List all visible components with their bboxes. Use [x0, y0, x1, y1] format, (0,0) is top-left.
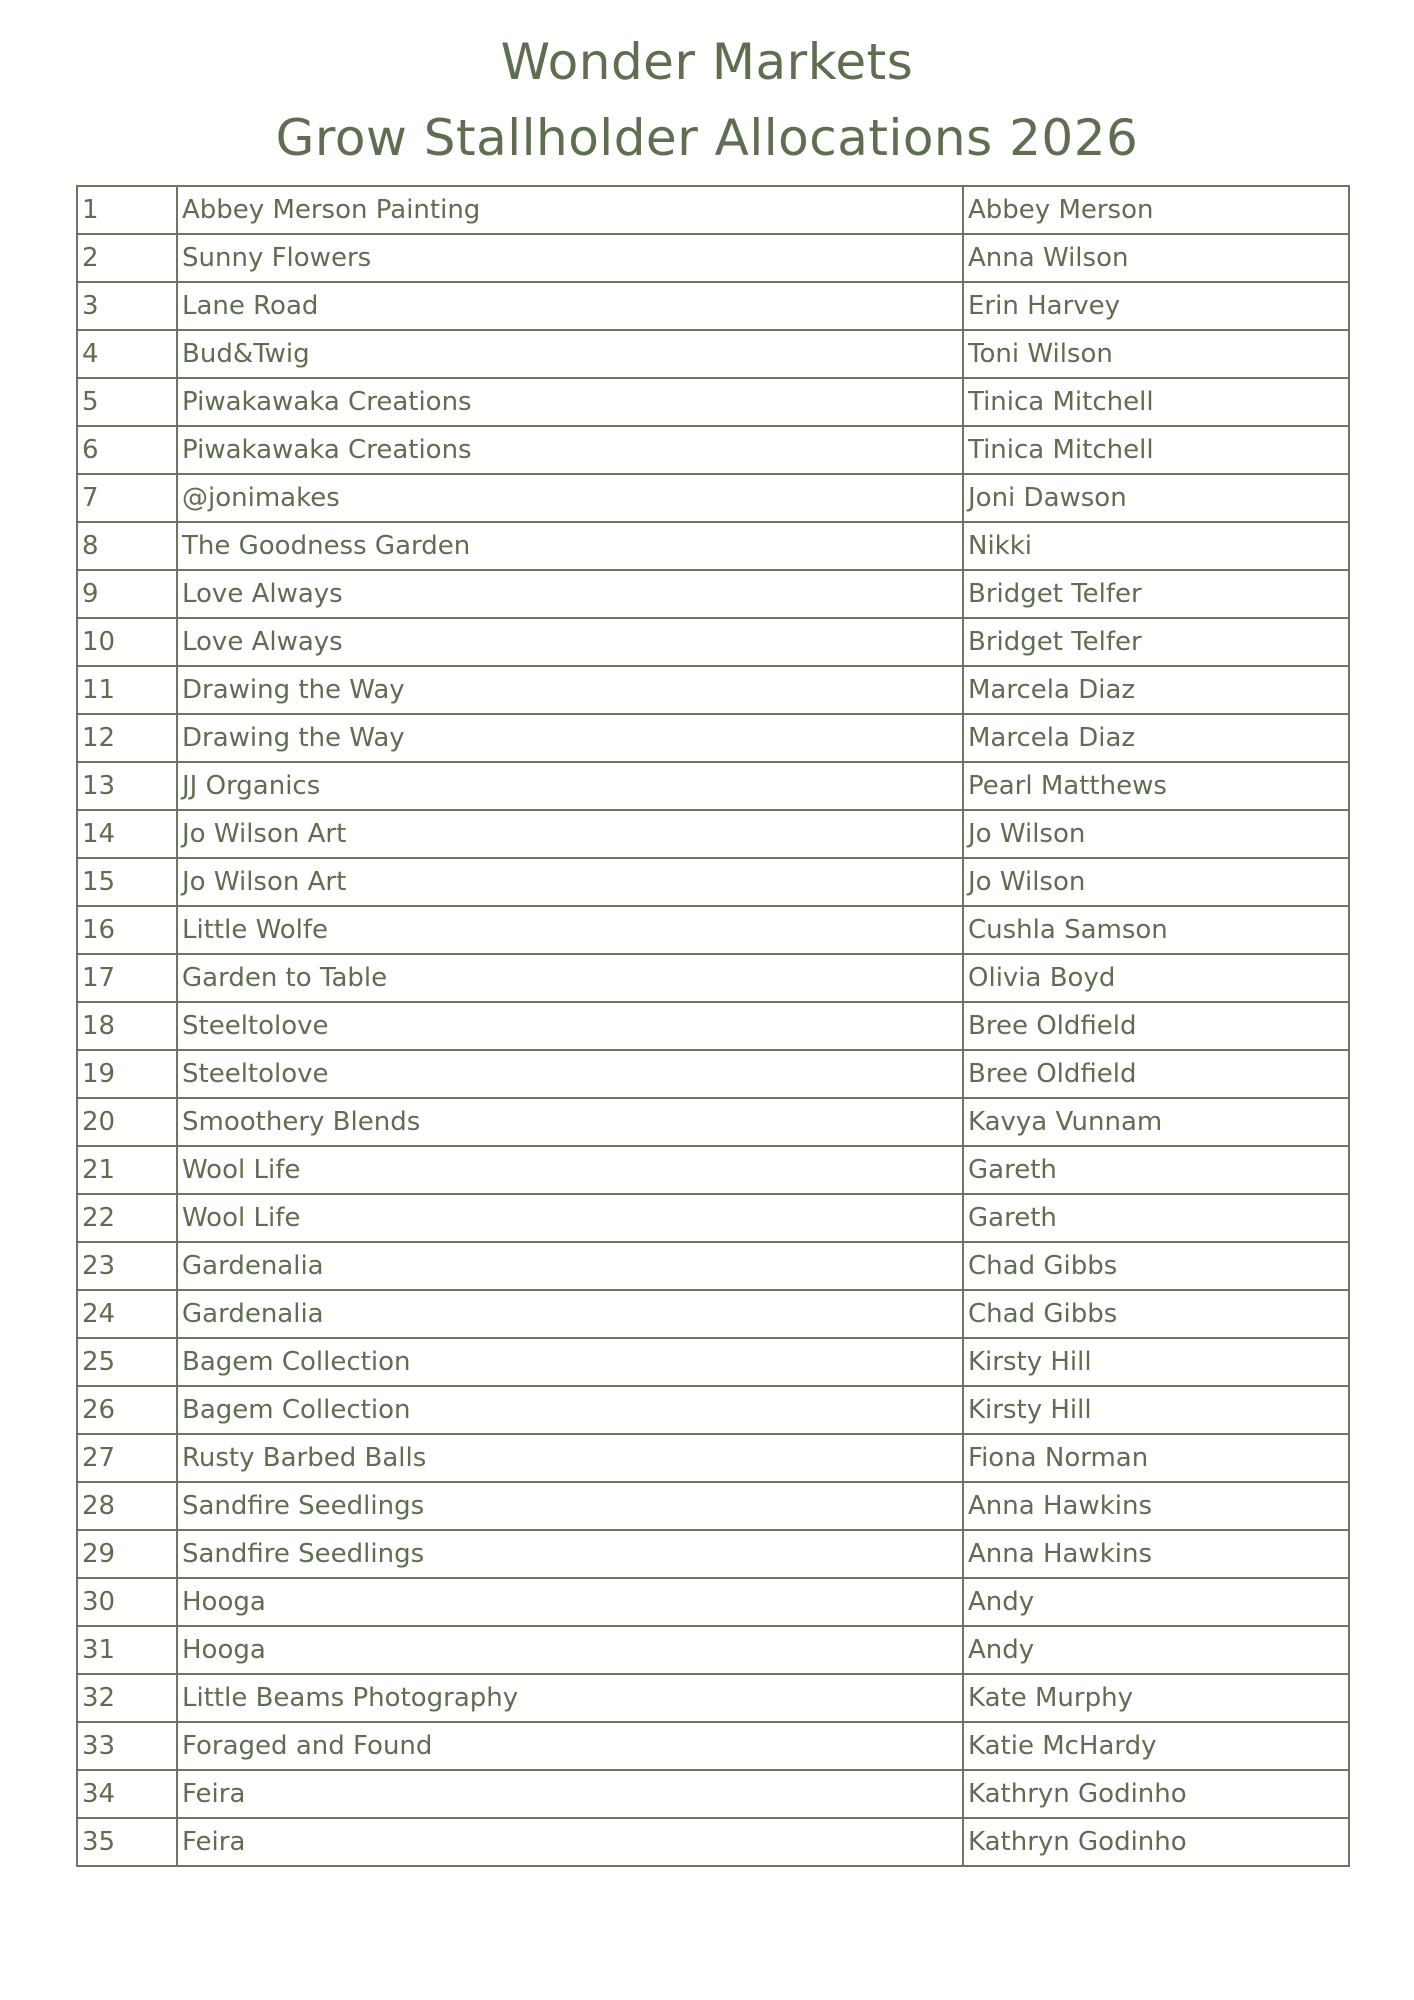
- table-row: [77, 1242, 1349, 1290]
- stall-name-cell: Wool Life: [177, 1194, 963, 1242]
- stallholder-name-cell: Katie McHardy: [963, 1722, 1349, 1770]
- stall-number-cell: 21: [77, 1146, 177, 1194]
- stallholder-name-cell: Olivia Boyd: [963, 954, 1349, 1002]
- stall-number-cell: 27: [77, 1434, 177, 1482]
- table-row: [77, 1146, 1349, 1194]
- stall-number-cell: 24: [77, 1290, 177, 1338]
- stallholder-name-cell: Anna Wilson: [963, 234, 1349, 282]
- table-row: [77, 1098, 1349, 1146]
- stall-number-cell: 33: [77, 1722, 177, 1770]
- stall-number-cell: 26: [77, 1386, 177, 1434]
- stall-name-cell: Bagem Collection: [177, 1386, 963, 1434]
- table-row: [77, 906, 1349, 954]
- stall-name-cell: Drawing the Way: [177, 714, 963, 762]
- stall-name-cell: Bagem Collection: [177, 1338, 963, 1386]
- stall-number-cell: 16: [77, 906, 177, 954]
- stallholder-name-cell: Anna Hawkins: [963, 1482, 1349, 1530]
- table-row: [77, 1770, 1349, 1818]
- table-row: [77, 1290, 1349, 1338]
- stall-name-cell: Gardenalia: [177, 1242, 963, 1290]
- stall-name-cell: Rusty Barbed Balls: [177, 1434, 963, 1482]
- stall-number-cell: 13: [77, 762, 177, 810]
- stall-number-cell: 35: [77, 1818, 177, 1866]
- stall-number-cell: 28: [77, 1482, 177, 1530]
- stall-number-cell: 9: [77, 570, 177, 618]
- stall-name-cell: Smoothery Blends: [177, 1098, 963, 1146]
- table-row: [77, 522, 1349, 570]
- stallholder-name-cell: Kathryn Godinho: [963, 1818, 1349, 1866]
- stallholder-name-cell: Gareth: [963, 1146, 1349, 1194]
- stallholder-name-cell: Kathryn Godinho: [963, 1770, 1349, 1818]
- stallholder-name-cell: Andy: [963, 1626, 1349, 1674]
- table-row: [77, 1530, 1349, 1578]
- stall-name-cell: Hooga: [177, 1626, 963, 1674]
- table-row: [77, 1818, 1349, 1866]
- stall-number-cell: 23: [77, 1242, 177, 1290]
- table-row: [77, 1050, 1349, 1098]
- table-row: [77, 858, 1349, 906]
- stall-number-cell: 3: [77, 282, 177, 330]
- stallholder-name-cell: Bree Oldfield: [963, 1050, 1349, 1098]
- table-row: [77, 954, 1349, 1002]
- stallholder-name-cell: Toni Wilson: [963, 330, 1349, 378]
- stallholder-name-cell: Kirsty Hill: [963, 1386, 1349, 1434]
- stall-number-cell: 14: [77, 810, 177, 858]
- table-row: [77, 666, 1349, 714]
- table-row: [77, 282, 1349, 330]
- table-row: [77, 330, 1349, 378]
- table-row: [77, 426, 1349, 474]
- stallholder-name-cell: Bridget Telfer: [963, 618, 1349, 666]
- stallholder-name-cell: Joni Dawson: [963, 474, 1349, 522]
- table-row: [77, 714, 1349, 762]
- stall-name-cell: Gardenalia: [177, 1290, 963, 1338]
- stallholder-name-cell: Cushla Samson: [963, 906, 1349, 954]
- stall-name-cell: Steeltolove: [177, 1002, 963, 1050]
- stall-name-cell: Sandfire Seedlings: [177, 1482, 963, 1530]
- table-row: [77, 1338, 1349, 1386]
- stall-name-cell: Wool Life: [177, 1146, 963, 1194]
- stall-number-cell: 29: [77, 1530, 177, 1578]
- table-row: [77, 810, 1349, 858]
- stall-name-cell: Piwakawaka Creations: [177, 426, 963, 474]
- table-row: [77, 1578, 1349, 1626]
- stall-number-cell: 8: [77, 522, 177, 570]
- table-row: [77, 1722, 1349, 1770]
- stall-number-cell: 18: [77, 1002, 177, 1050]
- stall-number-cell: 4: [77, 330, 177, 378]
- stallholder-name-cell: Andy: [963, 1578, 1349, 1626]
- stallholder-name-cell: Tinica Mitchell: [963, 426, 1349, 474]
- stallholder-name-cell: Kirsty Hill: [963, 1338, 1349, 1386]
- stall-name-cell: Hooga: [177, 1578, 963, 1626]
- stall-name-cell: Garden to Table: [177, 954, 963, 1002]
- stall-name-cell: Feira: [177, 1770, 963, 1818]
- stall-name-cell: Drawing the Way: [177, 666, 963, 714]
- stallholder-name-cell: Gareth: [963, 1194, 1349, 1242]
- stall-number-cell: 11: [77, 666, 177, 714]
- table-row: [77, 1674, 1349, 1722]
- stall-name-cell: Little Wolfe: [177, 906, 963, 954]
- stall-number-cell: 19: [77, 1050, 177, 1098]
- stall-name-cell: Love Always: [177, 570, 963, 618]
- stall-name-cell: Little Beams Photography: [177, 1674, 963, 1722]
- stall-name-cell: Lane Road: [177, 282, 963, 330]
- stall-number-cell: 15: [77, 858, 177, 906]
- page-subtitle: Grow Stallholder Allocations 2026: [275, 109, 1139, 167]
- stall-number-cell: 34: [77, 1770, 177, 1818]
- table-row: [77, 474, 1349, 522]
- stallholder-name-cell: Jo Wilson: [963, 858, 1349, 906]
- stall-name-cell: The Goodness Garden: [177, 522, 963, 570]
- stall-name-cell: Sandfire Seedlings: [177, 1530, 963, 1578]
- stall-number-cell: 32: [77, 1674, 177, 1722]
- stallholder-name-cell: Kavya Vunnam: [963, 1098, 1349, 1146]
- stall-number-cell: 30: [77, 1578, 177, 1626]
- stall-name-cell: JJ Organics: [177, 762, 963, 810]
- stallholder-name-cell: Anna Hawkins: [963, 1530, 1349, 1578]
- stall-name-cell: @jonimakes: [177, 474, 963, 522]
- stallholder-name-cell: Nikki: [963, 522, 1349, 570]
- table-row: [77, 618, 1349, 666]
- stallholder-name-cell: Tinica Mitchell: [963, 378, 1349, 426]
- stall-name-cell: Love Always: [177, 618, 963, 666]
- stall-number-cell: 25: [77, 1338, 177, 1386]
- stall-number-cell: 20: [77, 1098, 177, 1146]
- stall-number-cell: 6: [77, 426, 177, 474]
- stall-name-cell: Piwakawaka Creations: [177, 378, 963, 426]
- stall-number-cell: 31: [77, 1626, 177, 1674]
- stallholder-name-cell: Chad Gibbs: [963, 1242, 1349, 1290]
- page-title: Wonder Markets: [500, 33, 914, 91]
- stall-number-cell: 22: [77, 1194, 177, 1242]
- stall-name-cell: Feira: [177, 1818, 963, 1866]
- stall-number-cell: 1: [77, 186, 177, 234]
- table-row: [77, 1482, 1349, 1530]
- stall-number-cell: 12: [77, 714, 177, 762]
- table-row: [77, 570, 1349, 618]
- stall-number-cell: 17: [77, 954, 177, 1002]
- table-row: [77, 186, 1349, 234]
- stall-name-cell: Jo Wilson Art: [177, 810, 963, 858]
- stall-number-cell: 2: [77, 234, 177, 282]
- stall-number-cell: 10: [77, 618, 177, 666]
- stall-number-cell: 7: [77, 474, 177, 522]
- stallholder-name-cell: Marcela Diaz: [963, 714, 1349, 762]
- stallholder-name-cell: Pearl Matthews: [963, 762, 1349, 810]
- table-row: [77, 234, 1349, 282]
- stallholder-name-cell: Erin Harvey: [963, 282, 1349, 330]
- stall-name-cell: Bud&Twig: [177, 330, 963, 378]
- table-row: [77, 1626, 1349, 1674]
- stall-name-cell: Sunny Flowers: [177, 234, 963, 282]
- table-row: [77, 1194, 1349, 1242]
- stallholder-name-cell: Abbey Merson: [963, 186, 1349, 234]
- stallholder-name-cell: Kate Murphy: [963, 1674, 1349, 1722]
- stallholder-name-cell: Bree Oldfield: [963, 1002, 1349, 1050]
- table-row: [77, 762, 1349, 810]
- stall-name-cell: Abbey Merson Painting: [177, 186, 963, 234]
- stallholder-name-cell: Jo Wilson: [963, 810, 1349, 858]
- stallholder-name-cell: Chad Gibbs: [963, 1290, 1349, 1338]
- table-row: [77, 1434, 1349, 1482]
- stall-name-cell: Steeltolove: [177, 1050, 963, 1098]
- stall-number-cell: 5: [77, 378, 177, 426]
- stallholder-name-cell: Marcela Diaz: [963, 666, 1349, 714]
- stall-name-cell: Jo Wilson Art: [177, 858, 963, 906]
- table-row: [77, 378, 1349, 426]
- stallholder-name-cell: Fiona Norman: [963, 1434, 1349, 1482]
- allocations-table: [76, 185, 1350, 1867]
- stallholder-name-cell: Bridget Telfer: [963, 570, 1349, 618]
- table-row: [77, 1386, 1349, 1434]
- table-row: [77, 1002, 1349, 1050]
- stall-name-cell: Foraged and Found: [177, 1722, 963, 1770]
- allocations-table-body: [77, 186, 1349, 1866]
